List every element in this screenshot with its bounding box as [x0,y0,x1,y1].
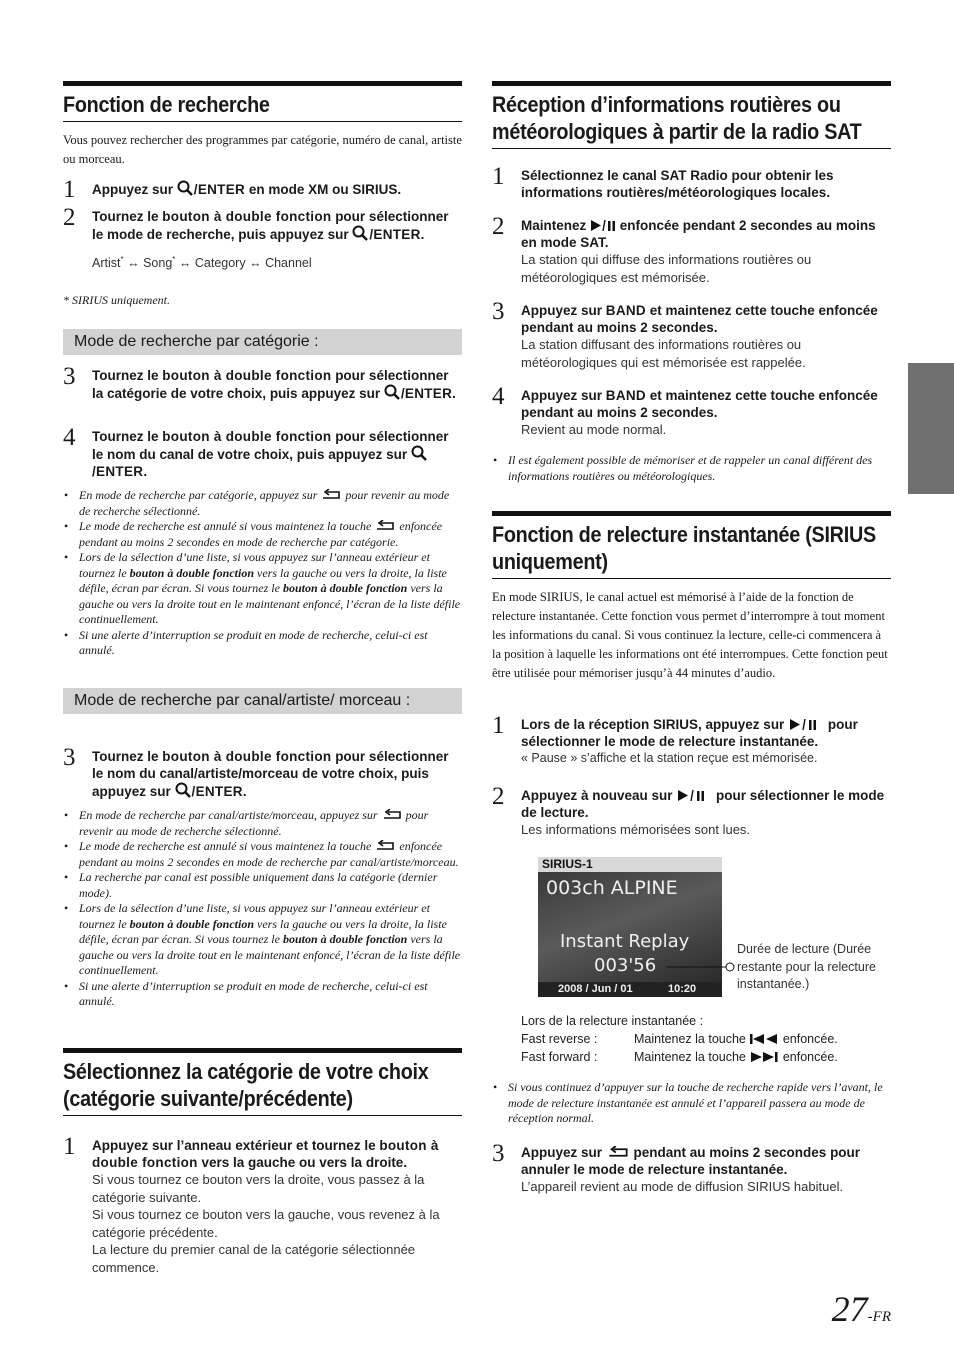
step-text: Sélectionnez le canal SAT Radio pour obtenir les informations routières/météorologiques locales. [521,168,834,200]
search-icon [411,445,428,461]
search-icon [352,225,369,241]
knob-label: bouton à double fonction [162,749,332,764]
step-text: et maintenez cette touche enfoncée pendant au moins 2 secondes. [521,303,878,335]
replay-intro: En mode SIRIUS, le canal actuel est mémorisé à l’aide de la fonction de relecture instantanée. Cette fonction vous permet d’interrompre à tout moment les informations du canal. Si vous continuez la lecture, celle-ci commencera à la position à laquelle les informations ont été interrompues. Cette fonction peut être utilisée pour mémoriser jusqu’à 44 minutes d’audio. [492,590,888,680]
screen-footer [538,982,722,997]
fast-forward-row [521,1048,891,1066]
step-number: 1 [492,163,505,190]
note-text: En mode de recherche par catégorie, appuyez sur [79,488,321,502]
knob-label: bouton à double fonction [162,209,332,224]
step-number: 2 [492,783,505,810]
footnote-mark: * [172,255,176,264]
step-text: en mode XM ou SIRIUS. [245,182,402,197]
step-number: 1 [492,712,505,739]
step-detail: Si vous tournez ce bouton vers la droite, vous passez à la catégorie suivante. [92,1172,425,1205]
step-number: 4 [492,383,505,410]
traffic-step-3 [492,298,891,371]
step-text: . [242,784,247,799]
replay-controls-intro: Lors de la relecture instantanée : [521,1014,704,1028]
return-icon [606,1146,630,1159]
note-text: En mode de recherche par canal/artiste/morceau, appuyez sur [79,808,381,822]
enter-key-label: /ENTER [193,182,246,197]
fast-forward-icon [749,1051,779,1063]
section-title: Fonction de relecture instantanée (SIRIUS uniquement) [492,522,876,574]
search-icon [177,180,194,196]
mode-channel: Channel [265,256,312,271]
step-number: 2 [63,204,76,231]
step-detail: Revient au mode normal. [521,422,667,437]
return-icon [374,840,396,852]
search-step-1 [63,176,462,203]
section-title: Réception d’informations routières ou météorologiques à partir de la radio SAT [492,92,862,144]
page-number-value: 27 [831,1289,868,1329]
step-detail: « Pause » s’affiche et la station reçue est mémorisée. [521,751,818,765]
step-text: et maintenez cette touche enfoncée pendant au moins 2 secondes. [521,388,878,420]
mode-song: Song [143,256,173,271]
step-text: Appuyez sur [521,1145,606,1160]
step-text: Appuyez à nouveau sur [521,788,677,803]
section-title: Sélectionnez la catégorie de votre choix (catégorie suivante/précédente) [63,1059,429,1111]
channel-notes [63,808,462,1010]
note-text: Lors de la sélection d’une liste, si vous appuyez sur l’anneau extérieur et tournez le [79,550,430,580]
return-icon [381,809,403,821]
step-detail: La station qui diffuse des informations routières ou météorologiques est mémorisée. [521,252,812,285]
note-item: • Si une alerte d’interruption se produit en mode de recherche, celui-ci est annulé. [63,979,462,1010]
step-detail: L’appareil revient au mode de diffusion SIRIUS habituel. [521,1179,844,1194]
screen-date: 2008 / Jun / 01 [558,983,633,995]
step-text: Lors de la réception SIRIUS, appuyez sur [521,717,789,732]
search-step-2 [63,204,462,273]
knob-label: bouton à double fonction [92,1138,439,1170]
language-suffix: -FR [867,1309,891,1325]
knob-label: bouton à double fonction [162,429,332,444]
search-icon [175,782,192,798]
return-icon [374,520,396,532]
step-text: Tournez le [92,209,163,224]
note-item [63,839,462,870]
note-text: vers la gauche ou vers la droite tout en le maintenant enfoncé, l’écran de la liste défile continuellement. [79,932,461,977]
step-text: enfoncée pendant 2 secondes au moins en mode SAT. [521,218,876,250]
step-text: . [420,227,425,242]
channel-step-3 [63,744,462,800]
knob-label: bouton à double fonction [129,565,255,580]
note-item: • La recherche par canal est possible uniquement dans la catégorie (dernier mode). [63,870,462,901]
note-text: vers la gauche ou vers la droite tout en le maintenant enfoncé, l’écran de la liste défile continuellement. [79,581,461,626]
category-step-4 [63,424,462,480]
mode-category: Category [194,256,246,271]
sirius-footnote: * SIRIUS uniquement. [63,293,170,307]
playback-time-callout: Durée de lecture (Durée restante pour la relecture instantanée.) [737,942,876,991]
fast-reverse-label: Fast reverse : [521,1032,598,1046]
step-number: 4 [63,424,76,451]
step-detail: La lecture du premier canal de la catégorie sélectionnée commence. [92,1242,416,1275]
category-notes [63,488,462,659]
traffic-step-2 [492,213,891,286]
mode-artist: Artist [92,256,121,271]
note-text: pour revenir au mode de recherche sélectionné. [79,488,450,518]
page-edge-tab [908,363,954,494]
screen-channel-line: 003ch ALPINE [546,877,678,899]
step-detail: La station diffusant des informations routières ou météorologiques qui est mémorisée est rappelée. [521,337,806,370]
step-text: pendant au moins 2 secondes pour annuler le mode de relecture instantanée. [521,1145,861,1177]
note-text: enfoncée pendant au moins 2 secondes en mode de recherche par canal/artiste/morceau. [79,839,459,869]
action-text: enfoncée. [779,1032,838,1046]
fast-reverse-row [521,1030,891,1048]
step-number: 3 [492,1140,505,1167]
enter-key-label: /ENTER [369,227,421,242]
play-pause-icon [676,789,712,802]
cycle-arrow: ↔ [178,256,192,271]
return-icon [320,489,342,501]
play-pause-icon [590,219,616,232]
step-text: pour sélectionner le mode de lecture. [521,788,885,820]
note-text: pour revenir au mode de recherche sélectionné. [79,808,429,838]
step-number: 1 [63,176,76,203]
replay-step-2 [492,783,891,839]
traffic-notes [492,453,891,484]
note-item [63,519,462,550]
note-item [63,550,462,628]
replay-controls [521,1012,891,1066]
screen-mode-line: Instant Replay [560,931,690,952]
action-text: Maintenez la touche [634,1032,750,1046]
note-item: • Si vous continuez d’appuyer sur la touche de recherche rapide vers l’avant, le mode de relecture instantanée est annulé et l’appareil passera au mode de réception normal. [492,1080,891,1127]
fast-forward-action [634,1048,838,1066]
fast-reverse-action [634,1030,838,1048]
step-text: . [143,464,148,479]
step-text: Appuyez sur [521,303,606,318]
action-text: enfoncée. [779,1050,838,1064]
step-number: 2 [492,213,505,240]
band-key-label: BAND [605,388,646,403]
band-key-label: BAND [605,303,646,318]
step-text: Tournez le [92,429,163,444]
note-item [63,808,462,839]
mode-cycle [92,251,462,273]
note-text: Le mode de recherche est annulé si vous maintenez la touche [79,839,375,853]
note-item [63,488,462,519]
step-detail: Si vous tournez ce bouton vers la gauche, vous revenez à la catégorie précédente. [92,1207,440,1240]
screen-clock: 10:20 [668,983,697,995]
replay-step-3 [492,1140,891,1196]
step-text: vers la gauche ou vers la droite. [197,1155,408,1170]
footnote-mark: * [120,255,124,264]
step-number: 1 [63,1133,76,1160]
note-text: enfoncée pendant au moins 2 secondes en mode de recherche par catégorie. [79,519,443,549]
display-screenshot [538,857,722,997]
knob-label: bouton à double fonction [282,932,408,946]
search-section-heading [63,81,462,122]
select-step-1 [63,1133,462,1276]
screen-title-bar: SIRIUS-1 [538,857,722,872]
callout-line [666,960,736,974]
screen-time-line: 003'56 [594,955,657,976]
step-text: pour sélectionner le nom du canal de votre choix, puis appuyez sur [92,429,449,462]
note-text: vers la gauche ou vers la droite, la liste défile, écran par écran. Si vous tournez le [79,916,447,946]
replay-section-heading [492,511,891,579]
enter-key-label: /ENTER [400,386,453,401]
step-text: . [452,386,456,401]
knob-label: bouton à double fonction [282,581,408,595]
step-text: pour sélectionner le nom du canal/artiste/morceau de votre choix, puis appuyez sur [92,749,449,799]
search-icon [384,384,401,400]
step-number: 3 [63,744,76,771]
knob-label: bouton à double fonction [162,368,332,383]
note-item: • Si une alerte d’interruption se produit en mode de recherche, celui-ci est annulé. [63,628,462,659]
traffic-step-4 [492,383,891,439]
step-text: pour sélectionner le mode de relecture instantanée. [521,717,858,749]
replay-step-1 [492,712,891,768]
step-text: Maintenez [521,218,591,233]
rewind-icon [749,1033,779,1045]
note-text: vers la gauche ou vers la droite, la liste défile, écran par écran. Si vous tournez le [79,565,447,595]
search-intro: Vous pouvez rechercher des programmes par catégorie, numéro de canal, artiste ou morceau. [63,133,462,166]
step-text: Appuyez sur [521,388,606,403]
cycle-arrow: ↔ [127,256,140,271]
step-text: Tournez le [92,749,163,764]
enter-key-label: /ENTER [191,784,243,799]
knob-label: bouton à double fonction [129,916,255,931]
category-step-3 [63,363,462,402]
step-number: 3 [492,298,505,325]
section-title: Fonction de recherche [63,92,270,117]
fast-forward-label: Fast forward : [521,1050,598,1064]
step-number: 3 [63,363,76,390]
category-mode-heading: Mode de recherche par catégorie : [63,329,462,355]
action-text: Maintenez la touche [634,1050,750,1064]
note-text: Lors de la sélection d’une liste, si vous appuyez sur l’anneau extérieur et tournez le [79,901,430,931]
step-text: Appuyez sur [92,182,177,197]
enter-key-label: /ENTER [92,464,144,479]
page-number [832,1288,891,1330]
play-pause-icon [788,718,824,731]
note-item: • Il est également possible de mémoriser et de rappeler un canal différent des informations routières ou météorologiques. [492,453,891,484]
replay-notes [492,1080,891,1127]
traffic-section-heading [492,81,891,149]
step-text: pour sélectionner la catégorie de votre choix, puis appuyez sur [92,368,449,401]
step-detail: Les informations mémorisées sont lues. [521,822,751,837]
select-section-heading [63,1048,462,1116]
step-text: Tournez le [92,368,163,383]
cycle-arrow: ↔ [249,256,262,271]
traffic-step-1 [492,163,891,201]
note-text: Le mode de recherche est annulé si vous maintenez la touche [79,519,375,533]
step-text: Appuyez sur l’anneau extérieur et tournez le [92,1138,380,1153]
step-text: pour sélectionner le mode de recherche, puis appuyez sur [92,209,449,242]
note-item [63,901,462,979]
channel-mode-heading: Mode de recherche par canal/artiste/ morceau : [63,688,462,714]
